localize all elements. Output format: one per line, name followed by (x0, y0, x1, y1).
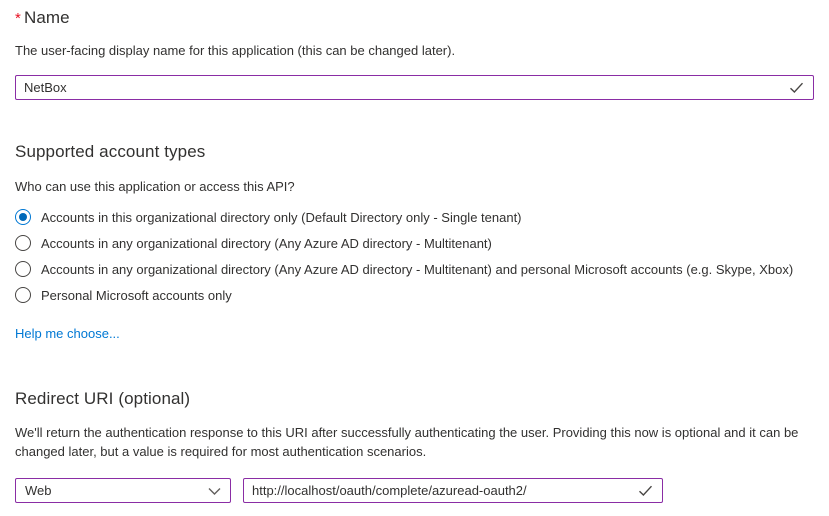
radio-button[interactable] (15, 209, 31, 225)
chevron-down-icon (208, 487, 221, 495)
name-description: The user-facing display name for this application (this can be changed later). (15, 43, 456, 58)
account-type-options (15, 204, 814, 308)
radio-label: Accounts in any organizational directory (Any Azure AD directory - Multitenant) (41, 235, 492, 251)
redirect-uri-title: Redirect URI (optional) (15, 389, 191, 408)
checkmark-icon (789, 82, 804, 94)
platform-select-value: Web (25, 483, 52, 498)
radio-label: Personal Microsoft accounts only (41, 287, 232, 303)
account-type-option-2[interactable] (15, 256, 814, 282)
help-me-choose-link[interactable]: Help me choose... (15, 326, 120, 341)
radio-button[interactable] (15, 235, 31, 251)
redirect-uri-input[interactable] (244, 483, 638, 498)
name-input-field (15, 75, 814, 100)
name-input[interactable] (16, 80, 789, 95)
account-types-title: Supported account types (15, 142, 206, 161)
platform-select[interactable] (15, 478, 231, 503)
name-section (15, 8, 814, 100)
account-types-question: Who can use this application or access this API? (15, 179, 295, 194)
account-types-section (15, 142, 814, 343)
redirect-uri-row (15, 478, 814, 503)
account-type-option-1[interactable] (15, 230, 814, 256)
radio-button[interactable] (15, 261, 31, 277)
required-marker: * (15, 10, 21, 27)
redirect-uri-description: We'll return the authentication response to this URI after successfully authenticating the user. Providing this now is optional and it can be changed later, but a value is required for most authentication scenarios. (15, 425, 799, 459)
account-type-option-3[interactable] (15, 282, 814, 308)
radio-label: Accounts in this organizational directory only (Default Directory only - Single tenant) (41, 209, 522, 225)
checkmark-icon (638, 485, 653, 497)
account-type-option-0[interactable] (15, 204, 814, 230)
radio-button[interactable] (15, 287, 31, 303)
name-section-title (15, 8, 814, 28)
redirect-uri-input-field (243, 478, 663, 503)
redirect-uri-section (15, 389, 814, 503)
radio-label: Accounts in any organizational directory (Any Azure AD directory - Multitenant) and personal Microsoft accounts (e.g. Skype, Xbox) (41, 261, 794, 277)
name-section-title-text: Name (23, 8, 70, 27)
